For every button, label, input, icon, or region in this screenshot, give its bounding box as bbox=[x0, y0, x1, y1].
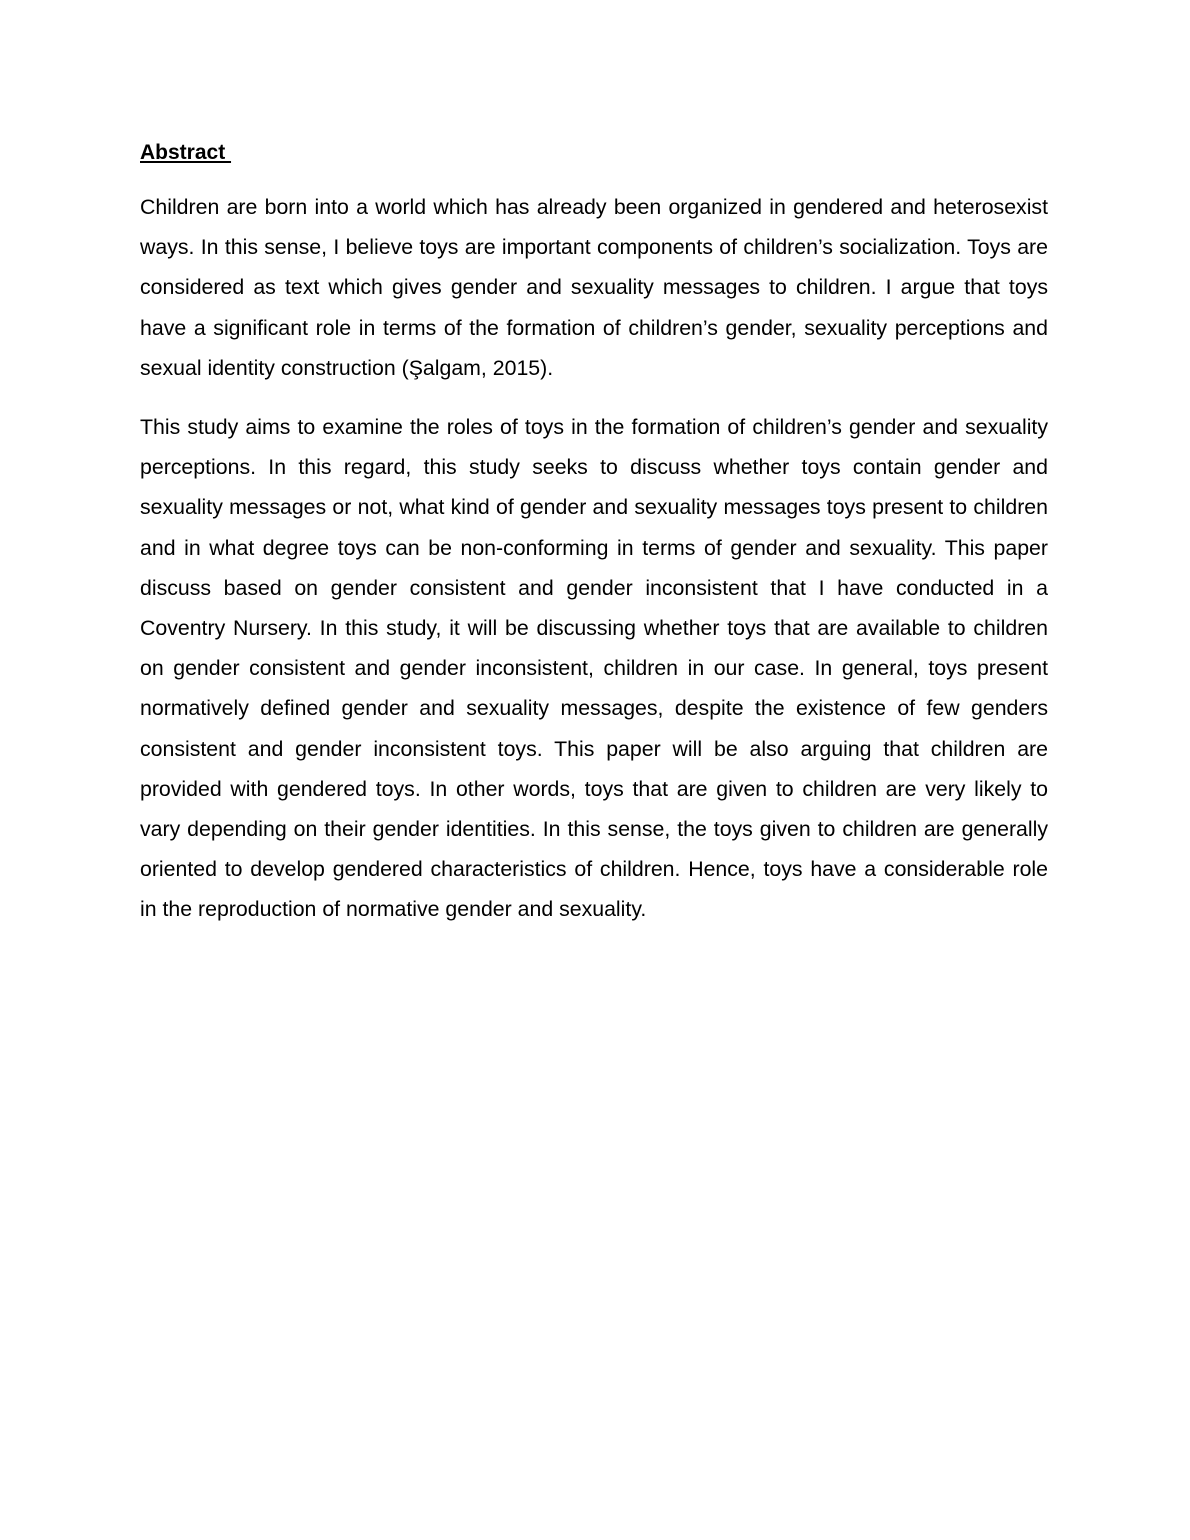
abstract-heading: Abstract bbox=[140, 141, 232, 164]
abstract-paragraph-1: Children are born into a world which has already been organized in gendered and heterosexist ways. In this sense, I believe toys are important components of children’s socialization. Toys are considered as text which gives gender and sexuality messages to children. I argue that toys have a significant role in terms of the formation of children’s gender, sexuality perceptions and sexual identity construction (Şalgam, 2015). bbox=[140, 195, 1048, 380]
document-body bbox=[140, 138, 1048, 949]
abstract-paragraph-2: This study aims to examine the roles of toys in the formation of children’s gender and sexuality perceptions. In this regard, this study seeks to discuss whether toys contain gender and sexuality messages or not, what kind of gender and sexuality messages toys present to children and in what degree toys can be non-conforming in terms of gender and sexuality. This paper discuss based on gender consistent and gender inconsistent that I have conducted in a Coventry Nursery. In this study, it will be discussing whether toys that are available to children on gender consistent and gender inconsistent, children in our case. In general, toys present normatively defined gender and sexuality messages, despite the existence of few genders consistent and gender inconsistent toys. This paper will be also arguing that children are provided with gendered toys. In other words, toys that are given to children are very likely to vary depending on their gender identities. In this sense, the toys given to children are generally oriented to develop gendered characteristics of children. Hence, toys have a considerable role in the reproduction of normative gender and sexuality. bbox=[140, 415, 1048, 922]
